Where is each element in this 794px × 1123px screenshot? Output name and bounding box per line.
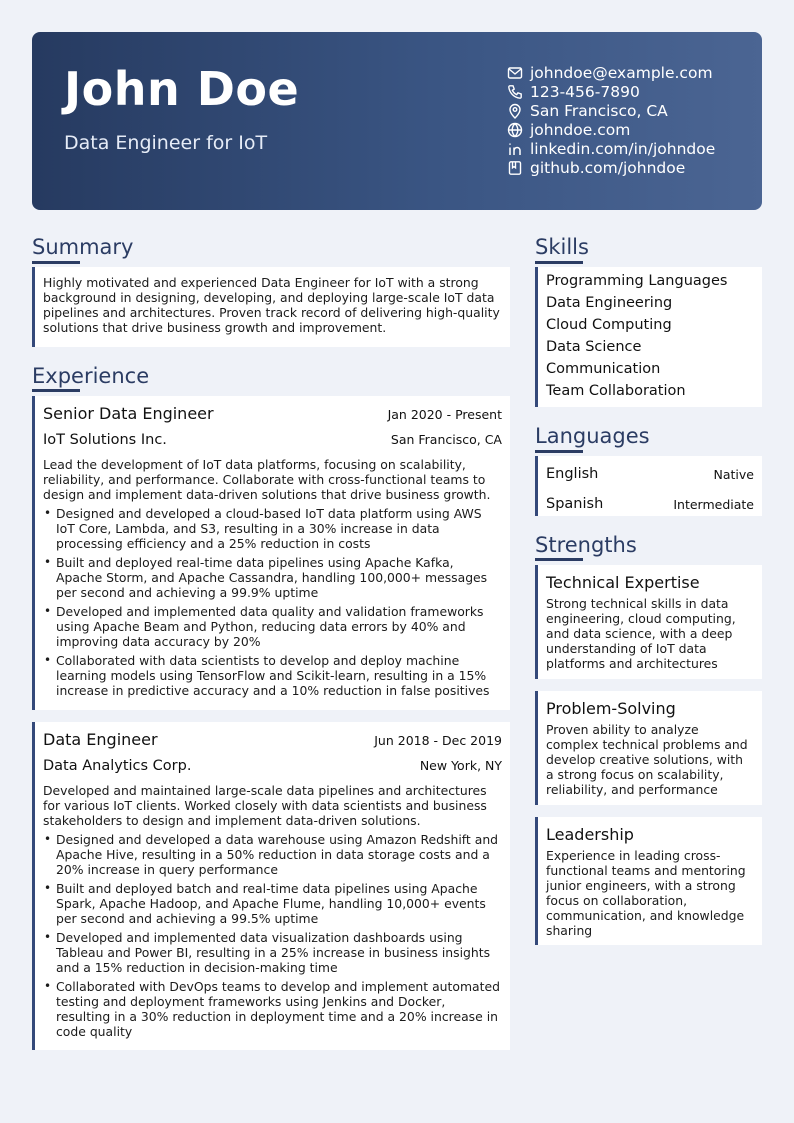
skills-underline (535, 261, 583, 264)
skill-item: Programming Languages (546, 273, 728, 289)
skill-item: Team Collaboration (546, 383, 686, 399)
job-description: Developed and maintained large-scale data pipelines and architectures for various IoT clients. Worked closely with data scientists and business stakeholders to design and implement data-driven solutions. (43, 783, 487, 828)
summary-heading: Summary (32, 235, 134, 259)
globe-icon (507, 122, 523, 138)
job-role: Data Engineer (43, 730, 158, 749)
languages-underline (535, 450, 583, 453)
strength-title: Technical Expertise (546, 573, 700, 592)
contact-list (507, 63, 757, 177)
job-dates: Jan 2020 - Present (387, 407, 502, 422)
summary-underline (32, 261, 80, 264)
skill-item: Data Science (546, 339, 642, 355)
strength-description: Strong technical skills in data engineering, cloud computing, and data science, with a deep understanding of IoT data platforms and architectures (546, 596, 736, 671)
contact-github-text: github.com/johndoe (530, 158, 686, 177)
job-company: IoT Solutions Inc. (43, 432, 167, 448)
email-icon (507, 65, 523, 81)
skill-item: Data Engineering (546, 295, 673, 311)
achievement-item: • Built and deployed batch and real-time data pipelines using Apache Spark, Apache Hadoop, and Apache Flume, handling 10,000+ events per second and achieving a 99.5% uptime (43, 881, 502, 926)
summary-text: Highly motivated and experienced Data Engineer for IoT with a strong background in designing, developing, and deploying large-scale IoT data pipelines and architectures. Proven track record of delivering high-quality solutions that drive business growth and improvement. (43, 275, 500, 335)
job-dates: Jun 2018 - Dec 2019 (374, 733, 502, 748)
job-achievements (43, 506, 502, 698)
skill-item: Communication (546, 361, 661, 377)
contact-location (507, 101, 757, 120)
skills-card (535, 267, 762, 407)
achievement-item: • Developed and implemented data quality and validation frameworks using Apache Beam and Python, reducing data errors by 40% and improving data accuracy by 20% (43, 604, 502, 649)
contact-website-text: johndoe.com (530, 120, 631, 139)
summary-card (32, 267, 510, 347)
contact-location-text: San Francisco, CA (530, 101, 668, 120)
candidate-name: John Doe (64, 62, 300, 116)
strength-card (535, 691, 762, 805)
language-name: English (546, 466, 599, 482)
language-row (546, 489, 754, 519)
strength-card (535, 565, 762, 679)
contact-website[interactable] (507, 120, 757, 139)
job-location: New York, NY (419, 758, 502, 773)
language-row (546, 459, 754, 489)
achievement-item: • Developed and implemented data visualization dashboards using Tableau and Power BI, resulting in a 25% increase in business insights and a 15% reduction in decision-making time (43, 930, 502, 975)
job-location: San Francisco, CA (390, 432, 502, 447)
github-icon (507, 160, 523, 176)
achievement-item: • Built and deployed real-time data pipelines using Apache Kafka, Apache Storm, and Apache Cassandra, handling 100,000+ messages per second and achieving a 99.9% uptime (43, 555, 502, 600)
contact-github[interactable] (507, 158, 757, 177)
language-name: Spanish (546, 496, 604, 512)
resume-header (32, 32, 762, 210)
achievement-item: • Collaborated with DevOps teams to develop and implement automated testing and deployment frameworks using Jenkins and Docker, resulting in a 30% reduction in deployment time and a 20% increase in code quality (43, 979, 502, 1039)
strength-title: Problem-Solving (546, 699, 676, 718)
job-role: Senior Data Engineer (43, 404, 214, 423)
contact-linkedin[interactable] (507, 139, 757, 158)
job-description: Lead the development of IoT data platforms, focusing on scalability, reliability, and performance. Collaborate with cross-functional teams to design and implement data-driven solutions that drive business growth. (43, 457, 491, 502)
contact-phone[interactable] (507, 82, 757, 101)
skills-heading: Skills (535, 235, 589, 259)
achievement-item: • Designed and developed a cloud-based IoT data platform using AWS IoT Core, Lambda, and S3, resulting in a 30% increase in data processing efficiency and a 25% reduction in costs (43, 506, 502, 551)
skill-item: Cloud Computing (546, 317, 672, 333)
job-company: Data Analytics Corp. (43, 758, 192, 774)
languages-heading: Languages (535, 424, 650, 448)
strength-card (535, 817, 762, 945)
phone-icon (507, 84, 523, 100)
languages-card (535, 456, 762, 516)
experience-item (32, 722, 510, 1050)
language-level: Native (713, 466, 754, 482)
strength-description: Proven ability to analyze complex technical problems and develop creative solutions, with a strong focus on scalability, reliability, and performance (546, 722, 748, 797)
location-icon (507, 103, 523, 119)
contact-linkedin-text: linkedin.com/in/johndoe (530, 139, 716, 158)
candidate-title: Data Engineer for IoT (64, 132, 268, 154)
experience-heading: Experience (32, 364, 150, 388)
strengths-underline (535, 558, 583, 561)
linkedin-icon (507, 141, 523, 157)
contact-email[interactable] (507, 63, 757, 82)
language-level: Intermediate (673, 496, 754, 512)
achievement-item: • Collaborated with data scientists to develop and deploy machine learning models using TensorFlow and Scikit-learn, resulting in a 15% increase in predictive accuracy and a 10% reduction in false positives (43, 653, 502, 698)
strength-title: Leadership (546, 825, 634, 844)
strength-description: Experience in leading cross-functional teams and mentoring junior engineers, with a strong focus on collaboration, communication, and knowledge sharing (546, 848, 746, 938)
strengths-heading: Strengths (535, 533, 637, 557)
experience-item (32, 396, 510, 710)
contact-email-text: johndoe@example.com (530, 63, 713, 82)
contact-phone-text: 123-456-7890 (530, 82, 640, 101)
job-achievements (43, 832, 502, 1039)
experience-underline (32, 389, 80, 392)
achievement-item: • Designed and developed a data warehouse using Amazon Redshift and Apache Hive, resulting in a 50% reduction in data storage costs and a 20% increase in query performance (43, 832, 502, 877)
